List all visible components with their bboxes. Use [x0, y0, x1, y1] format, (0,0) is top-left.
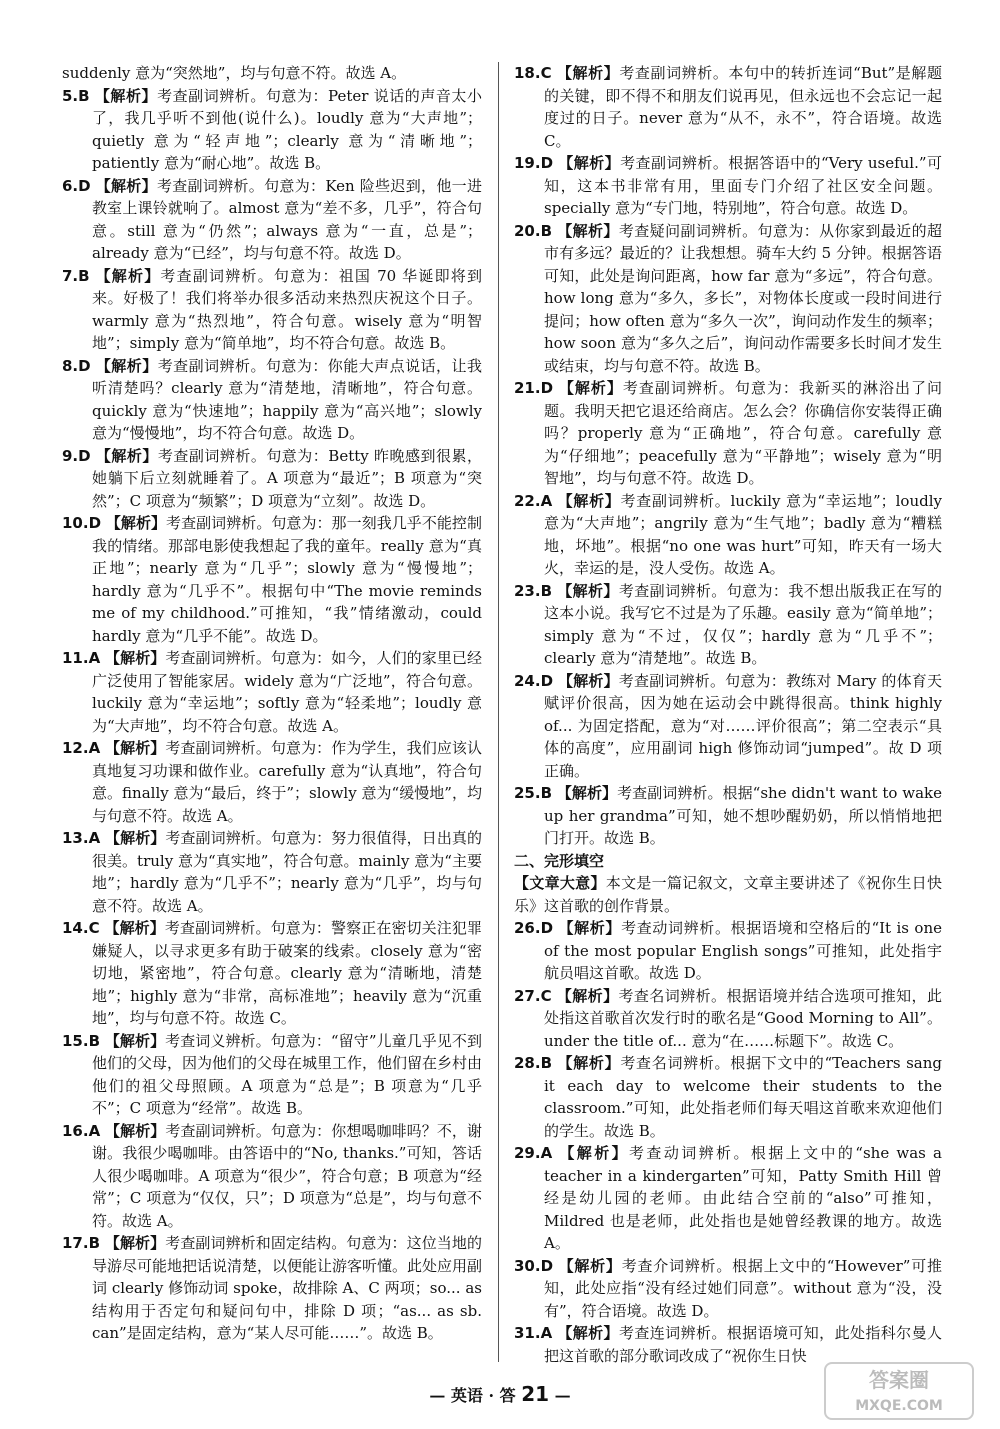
- analysis-tag: 【解析】: [105, 649, 166, 667]
- answer-entry: [514, 917, 942, 985]
- question-number: 13.A: [62, 829, 101, 847]
- analysis-text: 考查副词辨析。句意为：我不想出版我正在写的这本小说。我写它不过是为了乐趣。easily 意为“简单地”；simply 意为“不过，仅仅”；hardly 意为“几乎不”；clearly 意为“清楚地”。故选 B。: [544, 581, 942, 667]
- question-number: 21.D: [514, 379, 554, 397]
- answer-entry: [514, 152, 942, 220]
- analysis-tag: 【解析】: [558, 379, 623, 397]
- analysis-tag: 【解析】: [556, 784, 618, 802]
- answer-entry: [514, 580, 942, 670]
- analysis-tag: 【解析】: [558, 154, 621, 172]
- analysis-tag: 【解析】: [95, 356, 158, 375]
- answer-entry: [514, 1142, 942, 1255]
- answer-entry: [514, 670, 942, 783]
- analysis-tag: 【解析】: [104, 1234, 166, 1252]
- analysis-tag: 【解析】: [557, 491, 621, 510]
- answer-entry: [514, 985, 942, 1053]
- analysis-tag: 【解析】: [556, 986, 619, 1005]
- question-number: 30.D: [514, 1256, 554, 1275]
- answer-entry: [62, 827, 482, 917]
- analysis-tag: 【解析】: [105, 739, 166, 757]
- analysis-text: 考查副词辨析。句意为：作为学生，我们应该认真地复习功课和做作业。carefully 意为“认真地”，符合句意。finally 意为“最后，终于”；slowly 意为“缓慢地”，均与句意不符。故选 A。: [92, 739, 482, 825]
- answer-entry: [62, 647, 482, 737]
- answer-entry: [62, 1120, 482, 1233]
- page-number: 21: [521, 1382, 550, 1406]
- answer-entry: [62, 1232, 482, 1345]
- analysis-text: 考查副词辨析。句意为：Ken 险些迟到，他一进教室上课铃就响了。almost 意为“差不多，几乎”，符合句意。still 意为“仍然”；always 意为“一直，总是”；already 意为“已经”，均与句意不符。故选 D。: [92, 176, 482, 262]
- analysis-tag: 【解析】: [556, 64, 620, 82]
- answer-entry: [62, 85, 482, 175]
- analysis-tag: 【解析】: [105, 1121, 166, 1140]
- answer-entry: [62, 737, 482, 827]
- analysis-text: 考查副词辨析。句意为：教练对 Mary 的体育天赋评价很高，因为她在运动会中跳得很高。think highly of... 为固定搭配，意为“对……评价很高”；第二空表示“具体的高度”，应用副词 high 修饰动词“jumped”。故 D 项正确。: [544, 671, 942, 780]
- question-number: 14.C: [62, 919, 100, 937]
- question-number: 20.B: [514, 221, 553, 240]
- question-number: 28.B: [514, 1054, 553, 1072]
- analysis-tag: 【解析】: [557, 221, 619, 240]
- right-column: [514, 62, 942, 1367]
- analysis-text: 考查副词辨析。句意为：那一刻我几乎不能控制我的情绪。那部电影使我想起了我的童年。really 意为“真正地”；nearly 意为“几乎”；slowly 意为“慢慢地”；hardly 意为“几乎不”。根据句中“The movie reminds me of my childhood.”可推知，“我”情绪激动，could hardly 意为“几乎不能”。故选 D。: [92, 514, 482, 645]
- analysis-text: suddenly 意为“突然地”，均与句意不符。故选 A。: [62, 64, 407, 82]
- answer-entry: [62, 62, 482, 85]
- analysis-text: 考查动词辨析。根据语境和空格后的“It is one of the most popular English songs”可推知，此处指宇航员唱这首歌。故选 D。: [544, 919, 942, 982]
- analysis-tag: 【解析】: [104, 1031, 166, 1050]
- analysis-tag: 【解析】: [559, 1144, 630, 1162]
- answer-entry: [514, 377, 942, 490]
- question-number: 22.A: [514, 491, 553, 510]
- footer-subject: — 英语 · 答: [429, 1386, 516, 1405]
- analysis-tag: 【解析】: [105, 514, 167, 532]
- answer-entry: [514, 1255, 942, 1323]
- section-heading: 二、完形填空: [514, 851, 605, 870]
- analysis-text: 考查副词辨析。句意为：警察正在密切关注犯罪嫌疑人，以寻求更多有助于破案的线索。closely 意为“密切地，紧密地”，符合句意。clearly 意为“清晰地，清楚地”；highly 意为“非常，高标准地”；heavily 意为“沉重地”，均与句意不符。故选 C。: [92, 919, 482, 1027]
- question-number: 17.B: [62, 1234, 101, 1252]
- watermark-title: 答案圈: [869, 1368, 929, 1392]
- answer-entry: [62, 1030, 482, 1120]
- analysis-text: 考查副词辨析。本句中的转折连词“But”是解题的关键，即不得不和朋友们说再见，但永远也不会忘记一起度过的日子。never 意为“从不，永不”，符合语境。故选 C。: [544, 64, 942, 150]
- question-number: 11.A: [62, 649, 101, 667]
- summary-text: 本文是一篇记叙文，文章主要讲述了《祝你生日快乐》这首歌的创作背景。: [514, 874, 942, 915]
- question-number: 19.D: [514, 154, 554, 172]
- question-number: 6.D: [62, 176, 91, 195]
- question-number: 26.D: [514, 919, 554, 937]
- analysis-tag: 【解析】: [94, 86, 158, 105]
- column-divider: [498, 62, 499, 1362]
- question-number: 24.D: [514, 671, 554, 690]
- analysis-tag: 【解析】: [557, 1054, 621, 1072]
- question-number: 5.B: [62, 86, 90, 105]
- answer-entry: [514, 1052, 942, 1142]
- question-number: 18.C: [514, 64, 552, 82]
- analysis-text: 考查副词辨析。句意为：Betty 昨晚感到很累，她躺下后立刻就睡着了。A 项意为“最近”；B 项意为“突然”；C 项意为“频繁”；D 项意为“立刻”。故选 D。: [92, 446, 482, 510]
- question-number: 8.D: [62, 356, 91, 375]
- right-column-cloze-answers: [514, 917, 942, 1367]
- analysis-tag: 【解析】: [557, 581, 619, 600]
- analysis-text: 考查副词辨析。句意为：我新买的淋浴出了问题。我明天把它退还给商店。怎么会？你确信你安装得正确吗？properly 意为“正确地”，符合句意。carefully 意为“仔细地”；peacefully 意为“平静地”；wisely 意为“明智地”，均与句意不符。故选 D。: [544, 379, 942, 487]
- analysis-tag: 【解析】: [95, 446, 158, 465]
- analysis-text: 考查连词辨析。根据语境可知，此处指科尔曼人把这首歌的部分歌词改成了“祝你生日快: [544, 1324, 942, 1365]
- question-number: 25.B: [514, 784, 553, 802]
- analysis-tag: 【解析】: [104, 919, 165, 937]
- analysis-text: 考查疑问副词辨析。句意为：从你家到最近的超市有多远？最近的？让我想想。骑车大约 5 分钟。根据答语可知，此处是询问距离，how far 意为“多远”，符合句意。how long 意为“多久，多长”，对物体长度或一段时间进行提问；how often 意为“多久一次”，询问动作发生的频率；how soon 意为“多久之后”，询问动作需要多长时间才发生或结束，均与句意不符。故选 B。: [544, 221, 942, 375]
- analysis-text: 考查名词辨析。根据下文中的“Teachers sang it each day to welcome their students to the classroom.”可知，此处指老师们每天唱这首歌来欢迎他们的学生。故选 B。: [544, 1054, 942, 1140]
- answer-entry: [62, 917, 482, 1030]
- footer-dash: —: [554, 1386, 571, 1405]
- answer-entry: [62, 175, 482, 265]
- analysis-tag: 【解析】: [105, 829, 166, 847]
- answer-entry: [62, 512, 482, 647]
- question-number: 7.B: [62, 266, 90, 285]
- question-number: 16.A: [62, 1121, 101, 1140]
- analysis-tag: 【解析】: [558, 671, 619, 690]
- analysis-text: 考查副词辨析。句意为：你想喝咖啡吗？不，谢谢。我很少喝咖啡。由答语中的“No, thanks.”可知，答话人很少喝咖啡。A 项意为“很少”，符合句意；B 项意为“经常”；C 项意为“仅仅，只”；D 项意为“总是”，均与句意不符。故选 A。: [92, 1121, 482, 1230]
- analysis-text: 考查副词辨析。句意为：努力很值得，日出真的很美。truly 意为“真实地”，符合句意。mainly 意为“主要地”；hardly 意为“几乎不”；nearly 意为“几乎”，均与句意不符。故选 A。: [92, 829, 482, 915]
- analysis-tag: 【解析】: [95, 266, 161, 285]
- analysis-tag: 【解析】: [558, 1256, 622, 1275]
- analysis-tag: 【解析】: [557, 1324, 619, 1342]
- left-column: [62, 62, 482, 1345]
- analysis-text: 考查副词辨析。句意为：祖国 70 华诞即将到来。好极了！我们将举办很多活动来热烈庆祝这个日子。warmly 意为“热烈地”，符合句意。wisely 意为“明智地”；simply 意为“简单地”，均不符合句意。故选 B。: [92, 266, 482, 352]
- question-number: 10.D: [62, 514, 102, 532]
- analysis-text: 考查介词辨析。根据上文中的“However”可推知，此处应指“没有经过她们同意”。without 意为“没，没有”，符合语境。故选 D。: [544, 1256, 942, 1320]
- analysis-text: 考查动词辨析。根据上文中的“she was a teacher in a kindergarten”可知，Patty Smith Hill 曾经是幼儿园的老师。由此结合空前的“also”可推知，Mildred 也是老师，此处指也是她曾经教课的地方。故选 A。: [544, 1144, 942, 1252]
- watermark-logo: [824, 1362, 974, 1420]
- answer-entry: [514, 62, 942, 152]
- analysis-text: 考查副词辨析。根据答语中的“Very useful.”可知，这本书非常有用，里面专门介绍了社区安全问题。specially 意为“专门地，特别地”，符合句意。故选 D。: [544, 154, 942, 217]
- right-column-adverb-answers: [514, 62, 942, 850]
- analysis-text: 考查副词辨析。句意为：Peter 说话的声音太小了，我几乎听不到他(说什么)。loudly 意为“大声地”；quietly 意为“轻声地”；clearly 意为“清晰地”；patiently 意为“耐心地”。故选 B。: [92, 86, 482, 172]
- answer-entry: [514, 220, 942, 378]
- summary-label: 【文章大意】: [514, 874, 606, 892]
- analysis-text: 考查副词辨析。luckily 意为“幸运地”；loudly 意为“大声地”；angrily 意为“生气地”；badly 意为“糟糕地，坏地”。根据“no one was hurt”可知，昨天有一场大火，幸运的是，没人受伤。故选 A。: [544, 491, 942, 577]
- analysis-text: 考查副词辨析。句意为：你能大声点说话，让我听清楚吗？clearly 意为“清楚地，清晰地”，符合句意。quickly 意为“快速地”；happily 意为“高兴地”；slowly 意为“慢慢地”，均不符合句意。故选 D。: [92, 356, 482, 442]
- question-number: 31.A: [514, 1324, 553, 1342]
- analysis-text: 考查副词辨析和固定结构。句意为：这位当地的导游尽可能地把话说清楚，以便能让游客听懂。此处应用副词 clearly 修饰动词 spoke，故排除 A、C 两项；so... as 结构用于否定句和疑问句中，排除 D 项；“as... as sb. can”是固定结构，意为“某人尽可能……”。故选 B。: [92, 1234, 483, 1342]
- article-summary: [514, 872, 942, 917]
- analysis-tag: 【解析】: [558, 919, 622, 937]
- answer-entry: [514, 782, 942, 850]
- analysis-tag: 【解析】: [95, 176, 157, 195]
- answer-entry: [62, 445, 482, 513]
- analysis-text: 考查副词辨析。根据“she didn't want to wake up her grandma”可知，她不想吵醒奶奶，所以悄悄地把门打开。故选 B。: [544, 784, 942, 847]
- analysis-text: 考查名词辨析。根据语境并结合选项可推知，此处指这首歌首次发行时的歌名是“Good Morning to All”。under the title of... 意为“在……标题下”。故选 C。: [544, 986, 942, 1050]
- question-number: 29.A: [514, 1144, 553, 1162]
- question-number: 12.A: [62, 739, 101, 757]
- question-number: 15.B: [62, 1031, 101, 1050]
- question-number: 23.B: [514, 581, 553, 600]
- question-number: 9.D: [62, 446, 91, 465]
- analysis-text: 考查副词辨析。句意为：如今，人们的家里已经广泛使用了智能家居。widely 意为“广泛地”，符合句意。luckily 意为“幸运地”；softly 意为“轻柔地”；loudly 意为“大声地”，均不符合句意。故选 A。: [92, 649, 482, 735]
- analysis-text: 考查词义辨析。句意为：“留守”儿童几乎见不到他们的父母，因为他们的父母在城里工作，他们留在乡村由他们的祖父母照顾。A 项意为“总是”；B 项意为“几乎不”；C 项意为“经常”。故选 B。: [92, 1031, 483, 1117]
- answer-entry: [514, 1322, 942, 1367]
- answer-entry: [62, 265, 482, 355]
- answer-entry: [62, 355, 482, 445]
- question-number: 27.C: [514, 986, 552, 1005]
- answer-entry: [514, 490, 942, 580]
- watermark-site: MXQE.COM: [855, 1398, 943, 1414]
